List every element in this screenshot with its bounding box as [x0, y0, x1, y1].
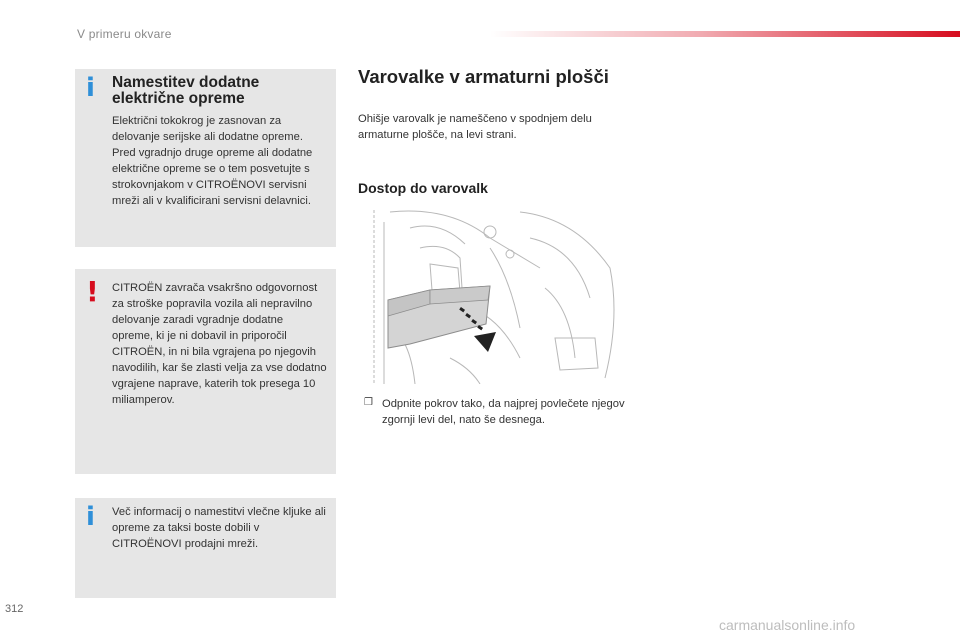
main-title: Varovalke v armaturni plošči — [358, 66, 609, 87]
info-box-title: Namestitev dodatne električne opreme — [112, 74, 260, 107]
warning-box-liability — [75, 269, 336, 474]
header-accent-bar — [490, 31, 960, 37]
page-number: 312 — [5, 603, 24, 615]
fuse-box-illustration — [370, 208, 620, 384]
step-instruction: Odpnite pokrov tako, da najprej povlečete njegov zgornji levi del, nato še desnega. — [382, 398, 625, 426]
main-intro: Ohišje varovalk je nameščeno v spodnjem delu armaturne plošče, na levi strani. — [358, 113, 592, 141]
info-box-text: Električni tokokrog je zasnovan za delovanje serijske ali dodatne opreme. Pred vgradnjo druge opreme ali dodatne električne opreme se o tem posvetujte s strokovnjakom v CITROËNOVI servisni mreži ali v kvalificirani servisni delavnici. — [112, 115, 313, 207]
info-icon: i — [86, 73, 95, 103]
step-bullet-icon: ❒ — [364, 397, 373, 408]
warning-icon: ! — [86, 275, 99, 308]
section-title: V primeru okvare — [77, 27, 172, 41]
info-box-electrical-equipment — [75, 69, 336, 247]
warning-box-text: CITROËN zavrača vsakršno odgovornost za stroške popravila vozila ali nepravilno delovanje zaradi vgradnje dodatne opreme, ki je ni dobavil in priporočil CITROËN, in ni bila vgrajena po njegovih navodilih, kar še zlasti velja za vse dodatno vgrajene naprave, katerih tok presega 10 miliamperov. — [112, 282, 327, 406]
info-box-text: Več informacij o namestitvi vlečne kljuke ali opreme za taksi boste dobili v CITROËNOVI prodajni mreži. — [112, 506, 326, 550]
sub-title: Dostop do varovalk — [358, 180, 488, 196]
info-icon: i — [86, 502, 95, 532]
info-box-towbar — [75, 498, 336, 598]
watermark: carmanualsonline.info — [719, 617, 856, 633]
